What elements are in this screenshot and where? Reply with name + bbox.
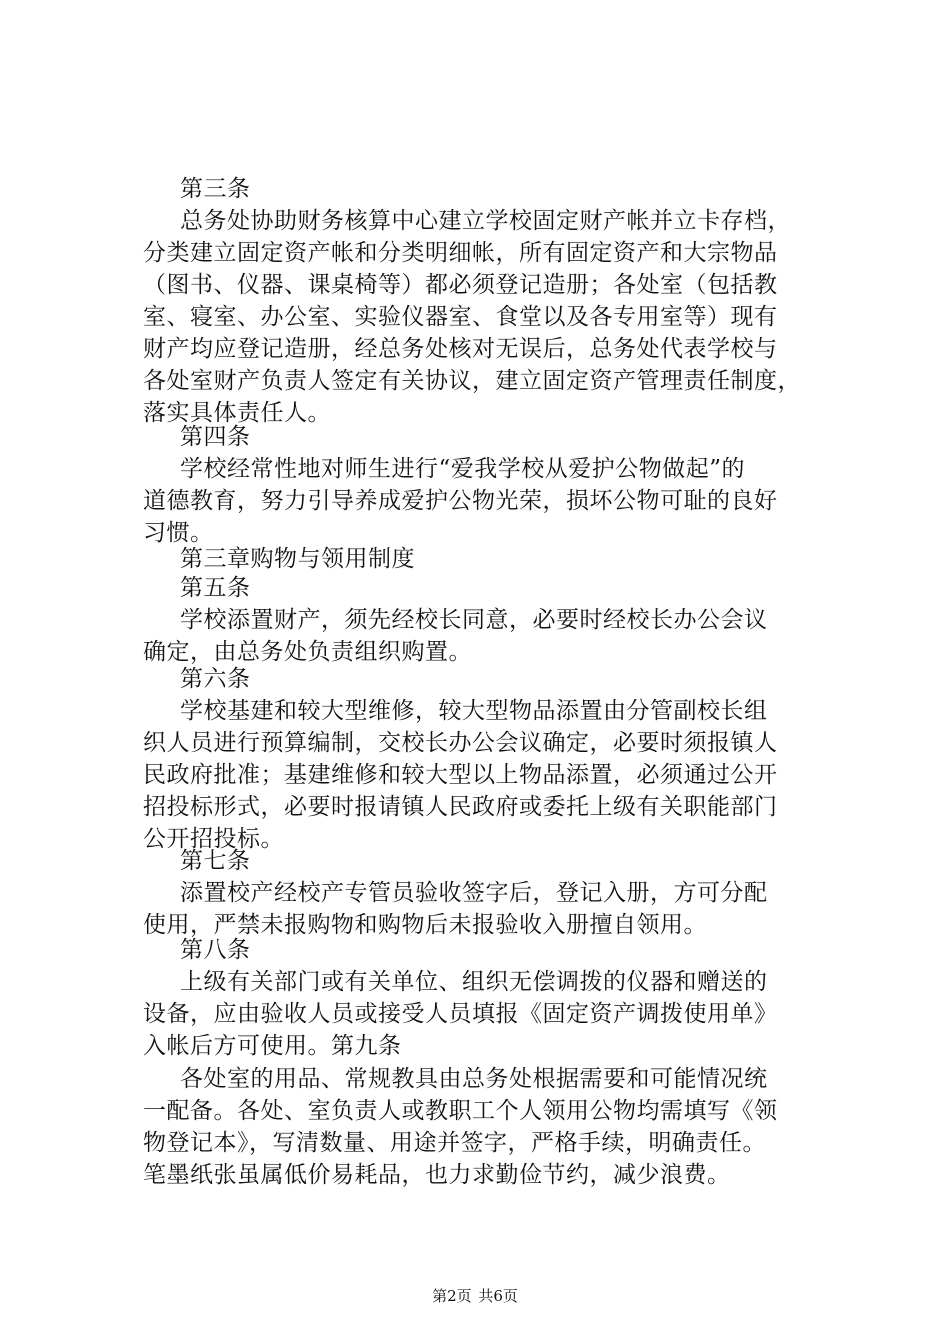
article-heading: 第七条 <box>180 848 251 874</box>
paragraph-line: 物登记本》，写清数量、用途并签字，严格手续，明确责任。 <box>143 1130 766 1156</box>
paragraph-line: （图书、仪器、课桌椅等）都必须登记造册；各处室（包括教 <box>143 272 778 298</box>
page-number: 第2页 <box>432 1287 472 1305</box>
paragraph-line: 习惯。 <box>143 520 214 546</box>
article-heading: 第三条 <box>180 176 251 202</box>
paragraph-line: 学校经常性地对师生进行“爱我学校从爱护公物做起”的 <box>180 456 746 482</box>
paragraph-line: 总务处协助财务核算中心建立学校固定财产帐并立卡存档， <box>180 208 791 234</box>
paragraph-line: 添置校产经校产专管员验收签字后，登记入册，方可分配 <box>180 880 768 906</box>
page-footer <box>0 1286 950 1306</box>
article-heading: 第四条 <box>180 424 251 450</box>
article-heading: 第八条 <box>180 937 251 963</box>
paragraph-line: 设备，应由验收人员或接受人员填报《固定资产调拨使用单》 <box>143 1001 778 1027</box>
paragraph-line: 学校基建和较大型维修，较大型物品添置由分管副校长组 <box>180 698 768 724</box>
paragraph-line: 学校添置财产，须先经校长同意，必要时经校长办公会议 <box>180 607 768 633</box>
paragraph-line: 落实具体责任人。 <box>143 400 331 426</box>
paragraph-line: 道德教育，努力引导养成爱护公物光荣，损坏公物可耻的良好 <box>143 488 778 514</box>
paragraph-line: 各处室的用品、常规教具由总务处根据需要和可能情况统 <box>180 1066 768 1092</box>
paragraph-line: 上级有关部门或有关单位、组织无偿调拨的仪器和赠送的 <box>180 969 768 995</box>
article-heading: 第六条 <box>180 666 251 692</box>
paragraph-line: 各处室财产负责人签定有关协议，建立固定资产管理责任制度， <box>143 368 801 394</box>
paragraph-line: 入帐后方可使用。第九条 <box>143 1033 402 1059</box>
paragraph-line: 一配备。各处、室负责人或教职工个人领用公物均需填写《领 <box>143 1098 778 1124</box>
paragraph-line: 确定，由总务处负责组织购置。 <box>143 639 472 665</box>
paragraph-line: 室、寝室、办公室、实验仪器室、食堂以及各专用室等）现有 <box>143 304 778 330</box>
page-total: 共6页 <box>478 1287 518 1305</box>
paragraph-line: 织人员进行预算编制，交校长办公会议确定，必要时须报镇人 <box>143 730 778 756</box>
paragraph-line: 财产均应登记造册，经总务处核对无误后，总务处代表学校与 <box>143 336 778 362</box>
paragraph-line: 招投标形式，必要时报请镇人民政府或委托上级有关职能部门 <box>143 794 778 820</box>
paragraph-line: 分类建立固定资产帐和分类明细帐，所有固定资产和大宗物品 <box>143 240 778 266</box>
paragraph-line: 笔墨纸张虽属低价易耗品，也力求勤俭节约，减少浪费。 <box>143 1162 731 1188</box>
paragraph-line: 公开招投标。 <box>143 826 284 852</box>
paragraph-line: 使用，严禁未报购物和购物后未报验收入册擅自领用。 <box>143 912 707 938</box>
article-heading: 第五条 <box>180 575 251 601</box>
chapter-heading: 第三章购物与领用制度 <box>180 546 415 572</box>
paragraph-line: 民政府批准；基建维修和较大型以上物品添置，必须通过公开 <box>143 762 778 788</box>
